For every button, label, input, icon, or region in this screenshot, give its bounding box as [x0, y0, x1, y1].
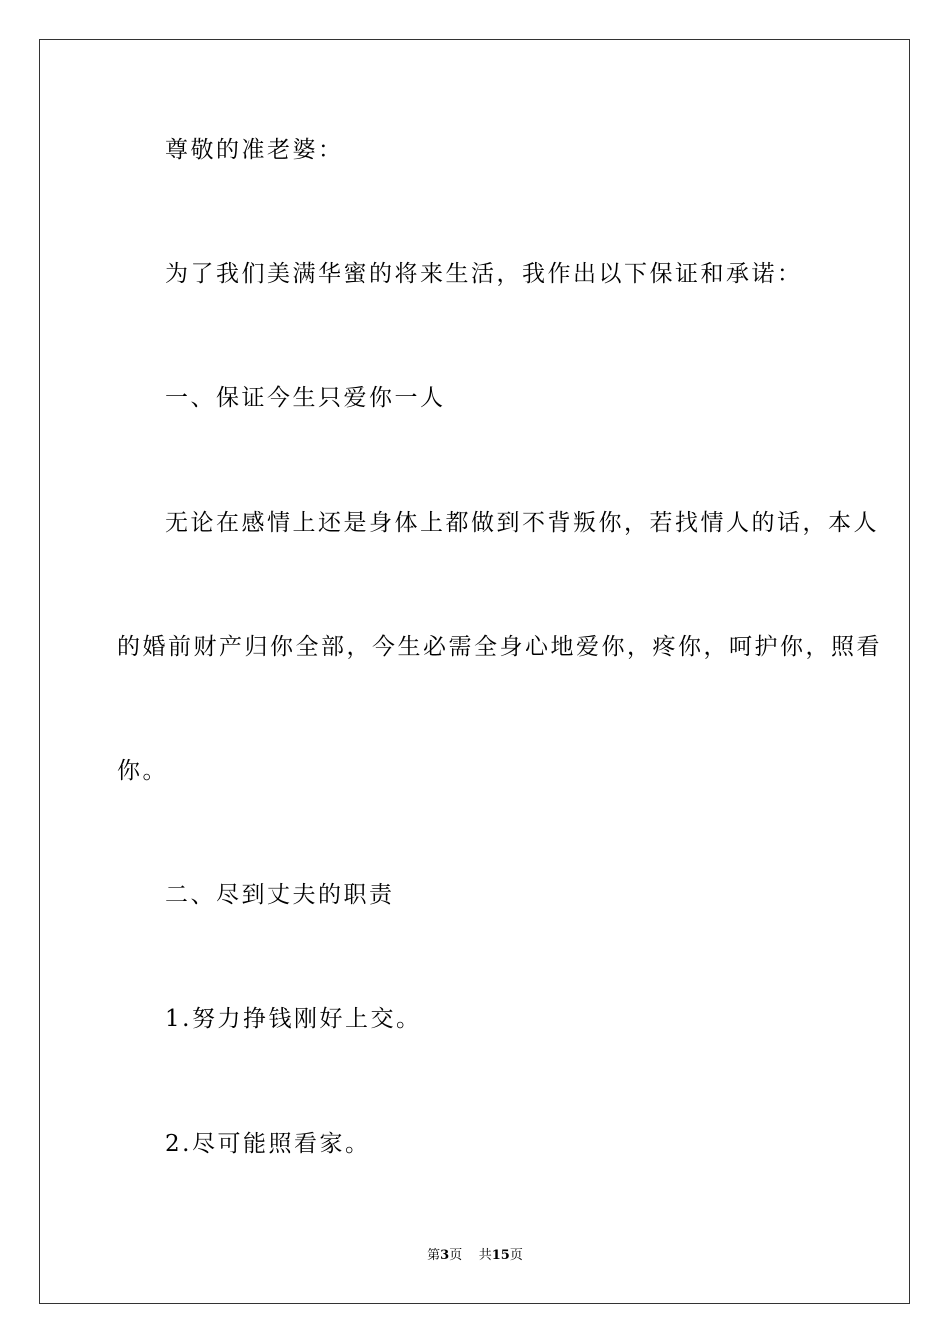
section-1-paragraph-line-3: 你。 — [117, 758, 168, 784]
page-border — [39, 39, 910, 1304]
total-label-prefix: 共 — [478, 1248, 492, 1263]
page-label-prefix: 第 — [427, 1248, 441, 1263]
page-label-suffix: 页 — [449, 1248, 463, 1263]
list-item-1: 1.努力挣钱刚好上交。 — [165, 1006, 422, 1032]
total-pages-number: 15 — [491, 1248, 510, 1263]
section-1-paragraph-line-1: 无论在感情上还是身体上都做到不背叛你，若找情人的话，本人 — [165, 510, 879, 536]
current-page-number: 3 — [440, 1248, 450, 1263]
page-footer — [0, 1247, 950, 1265]
salutation: 尊敬的准老婆： — [165, 137, 344, 163]
section-2-title: 二、尽到丈夫的职责 — [165, 882, 395, 908]
intro-paragraph: 为了我们美满华蜜的将来生活，我作出以下保证和承诺： — [165, 261, 803, 287]
list-item-2: 2.尽可能照看家。 — [165, 1131, 371, 1157]
section-1-title: 一、保证今生只爱你一人 — [165, 385, 446, 411]
total-label-suffix: 页 — [509, 1248, 523, 1263]
section-1-paragraph-line-2: 的婚前财产归你全部，今生必需全身心地爱你，疼你，呵护你，照看 — [117, 634, 882, 660]
